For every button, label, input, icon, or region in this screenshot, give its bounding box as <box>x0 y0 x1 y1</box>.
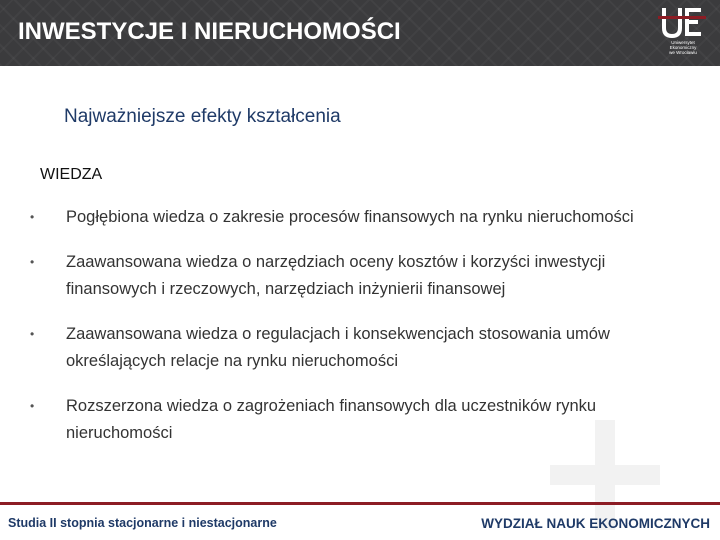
bullet-text: Pogłębiona wiedza o zakresie procesów finansowych na rynku nieruchomości <box>66 208 634 226</box>
bullet-text: Zaawansowana wiedza o narzędziach oceny kosztów i korzyści inwestycji finansowych i rzeczowych, narzędziach inżynierii finansowej <box>66 253 606 298</box>
list-item <box>30 204 680 231</box>
logo-line: Ekonomiczny <box>669 45 697 50</box>
header-bar <box>0 0 720 66</box>
slide-subtitle: Najważniejsze efekty kształcenia <box>64 106 341 127</box>
list-item <box>30 249 680 303</box>
slide-title: INWESTYCJE I NIERUCHOMOŚCI <box>18 18 401 45</box>
logo-line: we Wrocławiu <box>669 50 697 55</box>
university-logo-icon <box>658 6 706 62</box>
bullet-icon: • <box>30 210 35 224</box>
decorative-watermark-icon <box>550 420 660 530</box>
footer-divider <box>0 502 720 505</box>
bullet-icon: • <box>30 327 35 341</box>
list-item <box>30 321 680 375</box>
bullet-icon: • <box>30 399 35 413</box>
bullet-icon: • <box>30 255 35 269</box>
bullet-text: Zaawansowana wiedza o regulacjach i konsekwencjach stosowania umów określających relacje na rynku nieruchomości <box>66 325 610 370</box>
footer-faculty: WYDZIAŁ NAUK EKONOMICZNYCH <box>481 516 710 531</box>
footer-study-mode: Studia II stopnia stacjonarne i niestacjonarne <box>8 516 277 530</box>
logo-line: Uniwersytet <box>671 40 695 45</box>
section-label: WIEDZA <box>40 166 103 183</box>
logo-text <box>660 40 706 55</box>
bullet-text: Rozszerzona wiedza o zagrożeniach finansowych dla uczestników rynku nieruchomości <box>66 397 597 442</box>
